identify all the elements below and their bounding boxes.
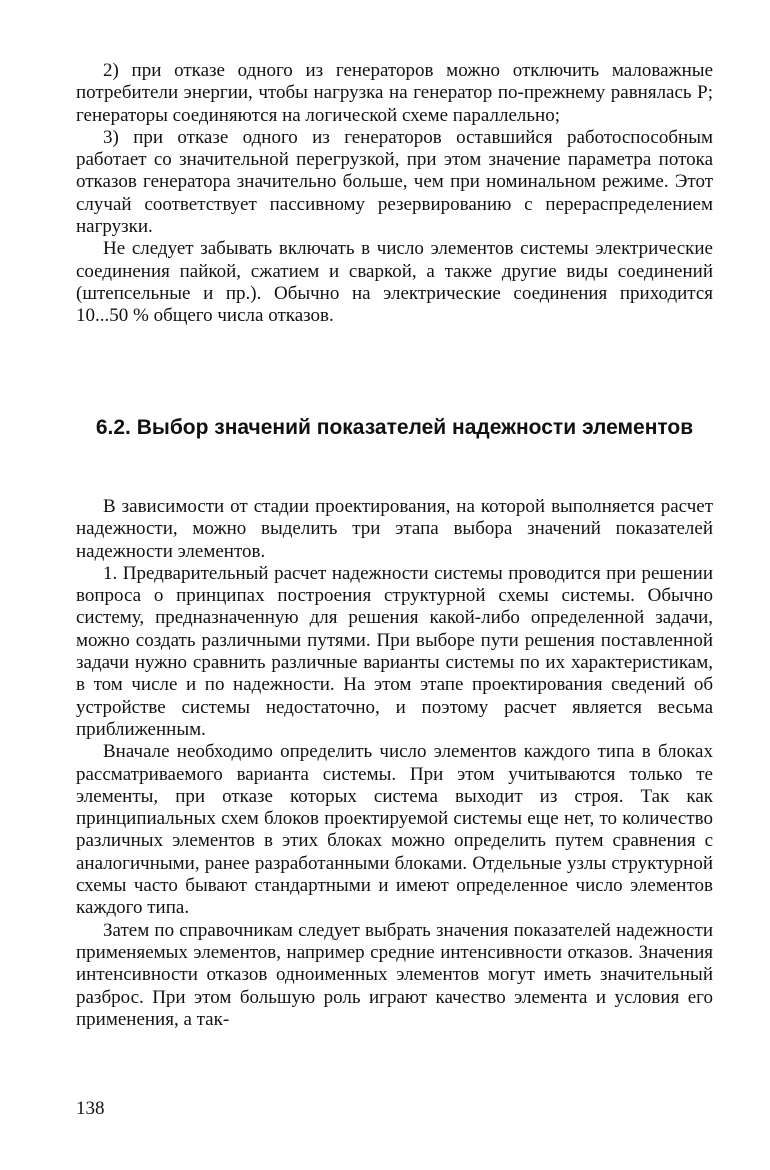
paragraph-item-3: 3) при отказе одного из генераторов оставшийся работоспособным работает со значительной перегрузкой, при этом значение параметра потока отказов генератора значительно больше, чем при номинальном режиме. Этот случай соответствует пассивному резервированию с перераспределением нагрузки. (76, 126, 713, 238)
paragraph-reference-values: Затем по справочникам следует выбрать значения показателей надежности применяемых элементов, например средние интенсивности отказов. Значения интенсивности отказов одноименных элементов могут иметь значительный разброс. При этом большую роль играют качество элемента и условия его применения, а так- (76, 919, 713, 1030)
top-text-block (76, 60, 713, 328)
paragraph-connections: Не следует забывать включать в число элементов системы электрические соединения пайкой, сжатием и сваркой, а также другие виды соединений (штепсельные и пр.). Обычно на электрические соединения приходится 10...50 % общего числа отказов. (76, 238, 713, 327)
paragraph-stage-1: 1. Предварительный расчет надежности системы проводится при решении вопроса о принципах построения структурной схемы системы. Обычно систему, предназначенную для решения какой-либо определенной задачи, можно создать различными путями. При выборе пути решения поставленной задачи нужно сравнить различные варианты системы по их характеристикам, в том числе и по надежности. На этом этапе проектирования сведений об устройстве системы недостаточно, и поэтому расчет является весьма приближенным. (76, 562, 713, 740)
paragraph-element-count: Вначале необходимо определить число элементов каждого типа в блоках рассматриваемого варианта системы. При этом учитываются только те элементы, при отказе которых система выходит из строя. Так как принципиальных схем блоков проектируемой системы еще нет, то количество различных элементов в этих блоках можно определить путем сравнения с аналогичными, ранее разработанными блоками. Отдельные узлы структурной схемы часто бывают стандартными и имеют определенное число элементов каждого типа. (76, 741, 713, 919)
paragraph-intro: В зависимости от стадии проектирования, на которой выполняется расчет надежности, можно выделить три этапа выбора значений показателей надежности элементов. (76, 496, 713, 562)
paragraph-item-2: 2) при отказе одного из генераторов можно отключить маловажные потребители энергии, чтобы нагрузка на генератор по-прежнему равнялась P; генераторы соединяются на логической схеме параллельно; (76, 60, 713, 126)
bottom-text-block (76, 496, 713, 1031)
page-number: 138 (76, 1098, 105, 1119)
section-heading: 6.2. Выбор значений показателей надежности элементов (95, 416, 694, 439)
